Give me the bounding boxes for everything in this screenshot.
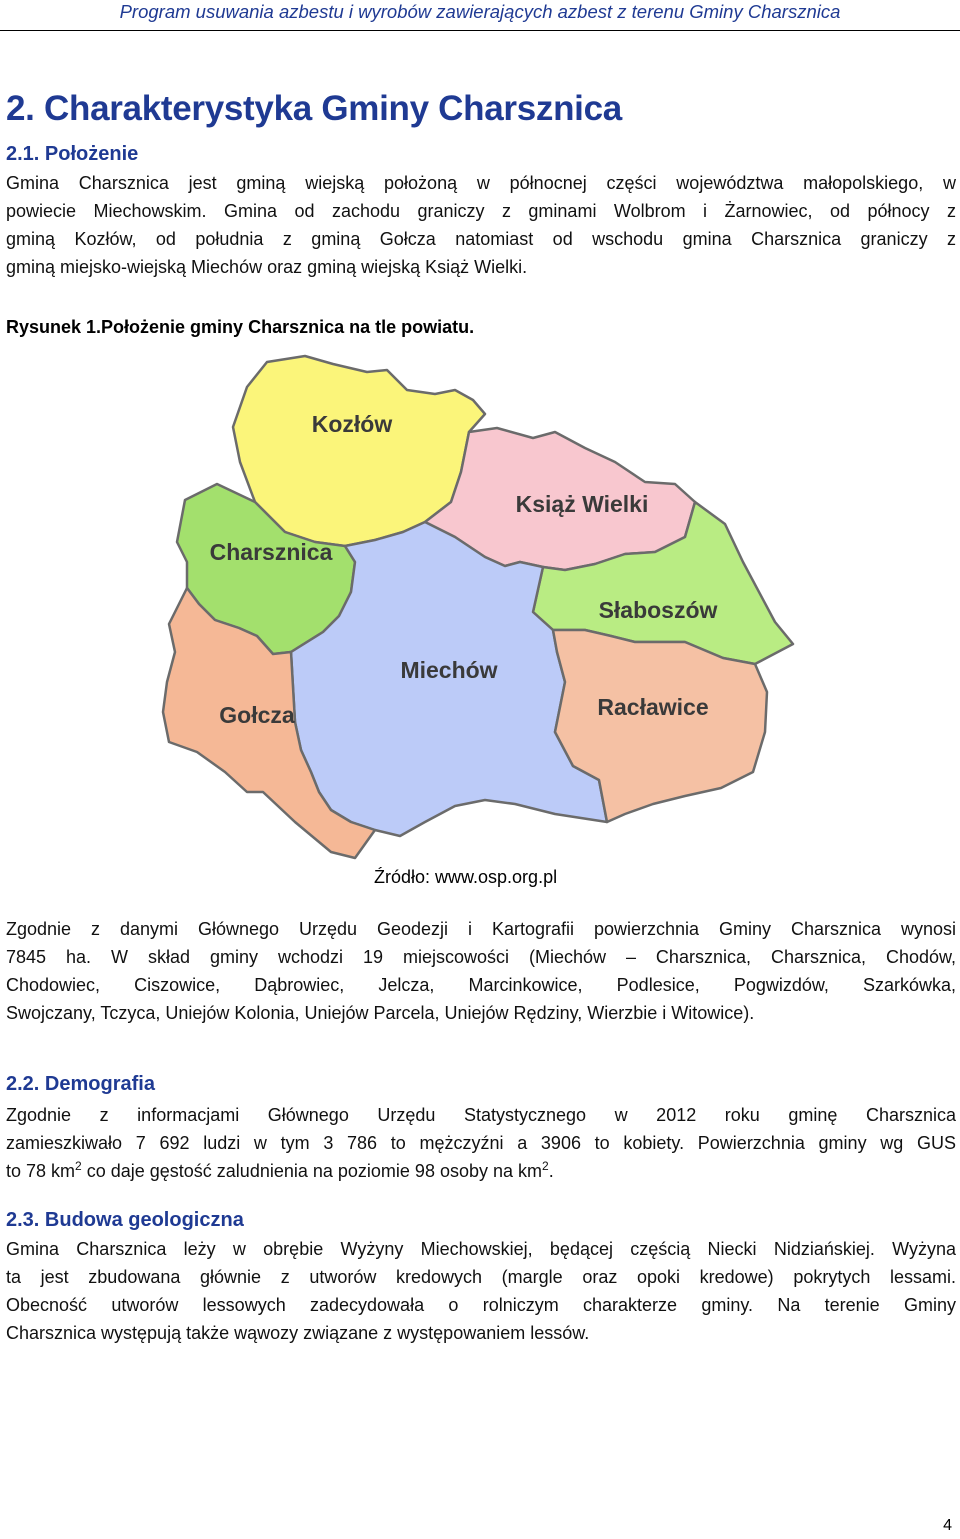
map-label-charsznica: Charsznica: [209, 539, 333, 565]
text-line: [6, 1157, 956, 1185]
figure-source: Źródło: www.osp.org.pl: [374, 867, 558, 887]
map-label-golcza: Gołcza: [219, 702, 295, 728]
superscript: 2: [542, 1159, 549, 1173]
text-line: Charsznica występują także wąwozy związane z występowaniem lessów.: [6, 1323, 590, 1343]
figure-caption: Rysunek 1.Położenie gminy Charsznica na tle powiatu.: [6, 317, 475, 337]
header-rule: [0, 30, 960, 31]
section-title-location: 2.1. Położenie: [6, 143, 139, 165]
text-line: powiecie Miechowskim. Gmina od zachodu graniczy z gminami Wolbrom i Żarnowiec, od północy z: [6, 201, 956, 221]
text-line: Gmina Charsznica leży w obrębie Wyżyny Miechowskiej, będącej częścią Niecki Nidziańskiej. Wyżyna: [6, 1239, 956, 1259]
text-line: Gmina Charsznica jest gminą wiejską położoną w północnej części województwa małopolskiego, w: [6, 173, 956, 193]
text-line: zamieszkiwało 7 692 ludzi w tym 3 786 to mężczyźni a 3906 to kobiety. Powierzchnia gminy wg GUS: [6, 1133, 956, 1153]
text-line: 7845 ha. W skład gminy wchodzi 19 miejscowości (Miechów – Charsznica, Charsznica, Chodów,: [6, 947, 956, 967]
county-map: [155, 352, 805, 862]
text-line: gminą miejsko-wiejską Miechów oraz gminą wiejską Książ Wielki.: [6, 257, 528, 277]
text-line: gminą Kozłów, od południa z gminą Gołcza natomiast od wschodu gmina Charsznica graniczy z: [6, 229, 956, 249]
chapter-title: 2. Charakterystyka Gminy Charsznica: [6, 89, 622, 128]
section-title-demography: 2.2. Demografia: [6, 1073, 155, 1095]
text-line: Obecność utworów lessowych zadecydowała o rolniczym charakterze gminy. Na terenie Gminy: [6, 1295, 956, 1315]
text-fragment: to 78 km: [6, 1161, 76, 1181]
text-line: Zgodnie z informacjami Głównego Urzędu Statystycznego w 2012 roku gminę Charsznica: [6, 1105, 956, 1125]
text-line: ta jest zbudowana głównie z utworów kredowych (margle oraz opoki kredowe) pokrytych lessami.: [6, 1267, 956, 1287]
running-header: Program usuwania azbestu i wyrobów zawierających azbest z terenu Gminy Charsznica: [119, 1, 841, 22]
text-line: Zgodnie z danymi Głównego Urzędu Geodezji i Kartografii powierzchnia Gminy Charsznica wynosi: [6, 919, 956, 939]
map-label-raclawice: Racławice: [597, 694, 709, 720]
superscript: 2: [75, 1159, 82, 1173]
page-number: 4: [943, 1517, 952, 1534]
section-title-geology: 2.3. Budowa geologiczna: [6, 1209, 244, 1231]
map-label-kozlow: Kozłów: [311, 411, 393, 437]
location-paragraph: [6, 169, 956, 281]
geology-paragraph: [6, 1235, 956, 1347]
text-fragment: co daje gęstość zaludnienia na poziomie 98 osoby na km: [81, 1161, 543, 1181]
map-label-miechow: Miechów: [400, 657, 498, 683]
demography-paragraph: [6, 1101, 956, 1185]
map-label-ksiaz-wielki: Książ Wielki: [515, 491, 649, 517]
text-line: Chodowiec, Ciszowice, Dąbrowiec, Jelcza, Marcinkowice, Podlesice, Pogwizdów, Szarkówka,: [6, 975, 956, 995]
area-paragraph: [6, 915, 956, 1027]
text-fragment: .: [548, 1161, 554, 1181]
map-label-slaboszow: Słaboszów: [598, 597, 718, 623]
text-line: Swojczany, Tczyca, Uniejów Kolonia, Uniejów Parcela, Uniejów Rędziny, Wierzbie i Witowice).: [6, 1003, 755, 1023]
